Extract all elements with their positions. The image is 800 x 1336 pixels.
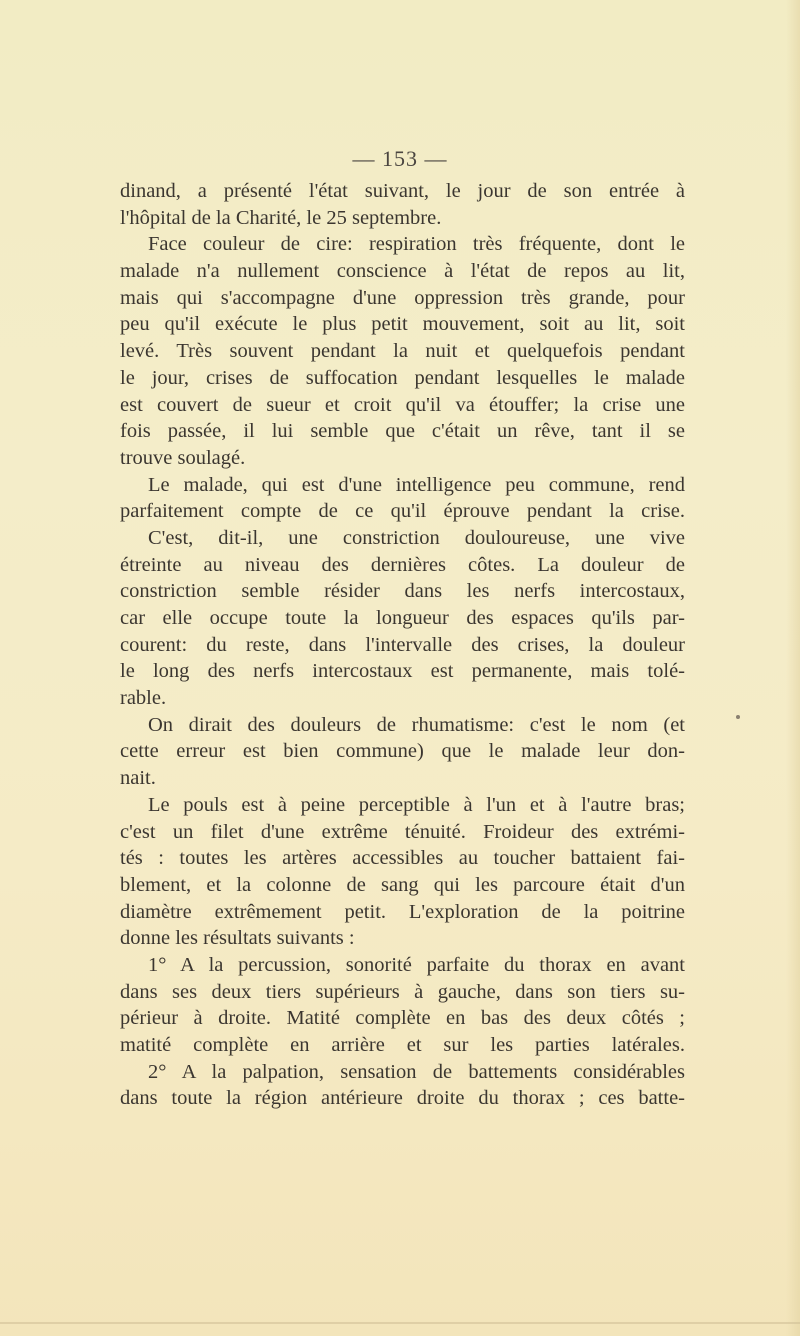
text-line: étreinte au niveau des dernières côtes. La douleur de: [120, 553, 685, 576]
text-line: mais qui s'accompagne d'une oppression très grande, pour: [120, 286, 685, 309]
text-line: périeur à droite. Matité complète en bas des deux côtés ;: [120, 1007, 685, 1030]
page-bottom-edge: [0, 1322, 800, 1324]
text-line: Le pouls est à peine perceptible à l'un et à l'autre bras;: [148, 793, 685, 816]
text-line: peu qu'il exécute le plus petit mouvement, soit au lit, soit: [120, 313, 685, 336]
page-edge-shadow: [786, 0, 800, 1336]
text-line: levé. Très souvent pendant la nuit et quelquefois pendant: [120, 340, 685, 363]
text-line: 2° A la palpation, sensation de battements considérables: [148, 1060, 685, 1083]
text-line: Le malade, qui est d'une intelligence peu commune, rend: [148, 473, 685, 496]
text-line: Face couleur de cire: respiration très fréquente, dont le: [148, 233, 685, 256]
body-text: [120, 178, 685, 1112]
text-line: 1° A la percussion, sonorité parfaite du thorax en avant: [148, 953, 685, 976]
text-line: diamètre extrêmement petit. L'exploration de la poitrine: [120, 900, 685, 923]
text-line: trouve soulagé.: [120, 446, 246, 469]
text-line: blement, et la colonne de sang qui les parcoure était d'un: [120, 873, 685, 896]
text-line: le jour, crises de suffocation pendant lesquelles le malade: [120, 366, 685, 389]
text-line: le long des nerfs intercostaux est permanente, mais tolé-: [120, 660, 685, 683]
text-line: constriction semble résider dans les nerfs intercostaux,: [120, 580, 685, 603]
page-number: — 153 —: [352, 146, 448, 171]
ink-speck: [736, 715, 740, 719]
text-line: parfaitement compte de ce qu'il éprouve pendant la crise.: [120, 500, 685, 523]
text-line: tés : toutes les artères accessibles au toucher battaient fai-: [120, 847, 685, 870]
text-line: C'est, dit-il, une constriction douloureuse, une vive: [148, 526, 685, 549]
text-line: cette erreur est bien commune) que le malade leur don-: [120, 740, 685, 763]
text-line: l'hôpital de la Charité, le 25 septembre.: [120, 206, 442, 229]
text-line: rable.: [120, 687, 167, 710]
text-line: nait.: [120, 767, 156, 790]
text-line: On dirait des douleurs de rhumatisme: c'est le nom (et: [148, 713, 685, 736]
text-line: est couvert de sueur et croit qu'il va étouffer; la crise une: [120, 393, 685, 416]
text-line: courent: du reste, dans l'intervalle des crises, la douleur: [120, 633, 685, 656]
text-line: malade n'a nullement conscience à l'état de repos au lit,: [120, 260, 685, 283]
text-line: dans ses deux tiers supérieurs à gauche, dans son tiers su-: [120, 980, 685, 1003]
text-line: dinand, a présenté l'état suivant, le jour de son entrée à: [120, 180, 685, 202]
text-line: dans toute la région antérieure droite du thorax ; ces batte-: [120, 1087, 685, 1110]
text-line: car elle occupe toute la longueur des espaces qu'ils par-: [120, 607, 685, 629]
text-line: fois passée, il lui semble que c'était un rêve, tant il se: [120, 420, 685, 443]
text-line: c'est un filet d'une extrême ténuité. Froideur des extrémi-: [120, 820, 685, 843]
text-line: matité complète en arrière et sur les parties latérales.: [120, 1034, 685, 1056]
text-line: donne les résultats suivants :: [120, 927, 355, 950]
